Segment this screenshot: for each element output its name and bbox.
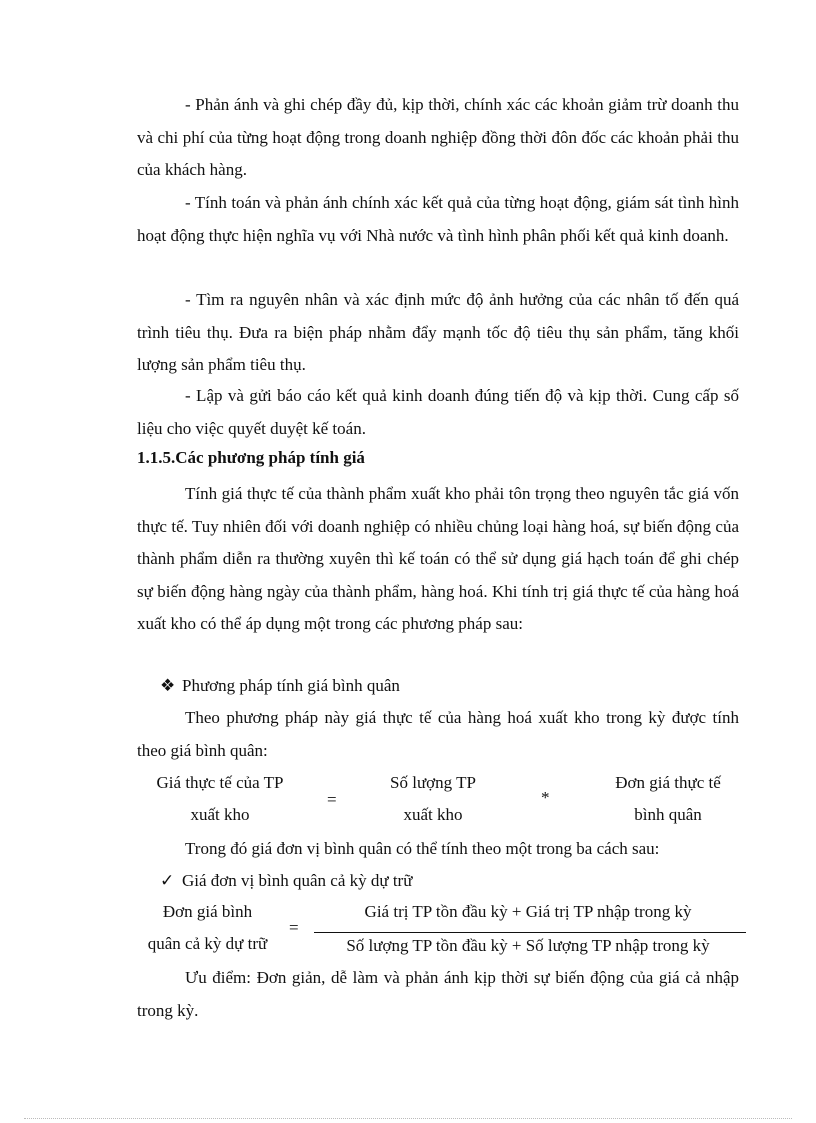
section-paragraph: Tính giá thực tế của thành phẩm xuất kho phải tôn trọng theo nguyên tắc giá vốn thực tế. Tuy nhiên đối với doanh nghiệp có nhiều chủng loại hàng hoá, sự biến động của thành phẩm diễn ra thường xuyên thì kế toán có thể sử dụng giá hạch toán để ghi chép sự biến động hàng ngày của thành phẩm, hàng hoá. Khi tính trị giá thực tế của hàng hoá xuất kho có thể áp dụng một trong các phương pháp sau: (137, 484, 739, 634)
method-bullet-text: Phương pháp tính giá bình quân (182, 676, 400, 695)
formula1-times: * (541, 788, 550, 807)
formula1-middle (363, 767, 503, 831)
formula1-left-line2: xuất kho (190, 805, 250, 824)
paragraph-3: - Tìm ra nguyên nhân và xác định mức độ ảnh hưởng của các nhân tố đến quá trình tiêu thụ. Đưa ra biện pháp nhằm đẩy mạnh tốc độ tiêu thụ sản phẩm, tăng khối lượng sản phẩm tiêu thụ. (137, 290, 739, 375)
method-paragraph: Theo phương pháp này giá thực tế của hàng hoá xuất kho trong kỳ được tính theo giá bình quân: (137, 708, 739, 760)
advantage-paragraph: Ưu điểm: Đơn giản, dễ làm và phản ánh kịp thời sự biến động của giá cả nhập trong kỳ. (137, 968, 739, 1020)
paragraph-4: - Lập và gửi báo cáo kết quả kinh doanh đúng tiến độ và kịp thời. Cung cấp số liệu cho việc quyết duyệt kế toán. (137, 386, 739, 438)
formula1-right (598, 767, 738, 831)
formula1-left-line1: Giá thực tế của TP (156, 773, 284, 792)
formula1-equals: = (327, 790, 337, 809)
formula2-numerator: Giá trị TP tồn đầu kỳ + Giá trị TP nhập trong kỳ (364, 902, 692, 921)
sub-bullet-text: Giá đơn vị bình quân cả kỳ dự trữ (182, 871, 413, 890)
formula1-left (140, 767, 300, 831)
page-bottom-divider (24, 1118, 792, 1119)
paragraph-1: - Phản ánh và ghi chép đầy đủ, kịp thời, chính xác các khoản giảm trừ doanh thu và chi phí của từng hoạt động trong doanh nghiệp đồng thời đôn đốc các khoản phải thu của khách hàng. (137, 95, 739, 180)
formula2-denominator: Số lượng TP tồn đầu kỳ + Số lượng TP nhập trong kỳ (346, 936, 710, 955)
after-formula1-paragraph: Trong đó giá đơn vị bình quân có thể tính theo một trong ba cách sau: (185, 839, 660, 858)
diamond-bullet-icon: ❖ (160, 676, 176, 695)
checkmark-bullet-icon: ✓ (160, 871, 175, 890)
section-heading: 1.1.5.Các phương pháp tính giá (137, 448, 365, 467)
formula2-left (130, 896, 285, 960)
formula2-left-line2: quân cả kỳ dự trữ (147, 934, 268, 953)
sub-bullet (160, 865, 412, 897)
formula1-right-line2: bình quân (634, 805, 702, 824)
formula2-equals: = (289, 918, 299, 937)
paragraph-2: - Tính toán và phản ánh chính xác kết quả của từng hoạt động, giám sát tình hình hoạt động thực hiện nghĩa vụ với Nhà nước và tình hình phân phối kết quả kinh doanh. (137, 193, 739, 245)
formula1-right-line1: Đơn giá thực tế (615, 773, 721, 792)
formula1-mid-line1: Số lượng TP (390, 773, 476, 792)
method-bullet (160, 670, 400, 702)
formula1-mid-line2: xuất kho (403, 805, 463, 824)
formula2-left-line1: Đơn giá bình (162, 902, 253, 921)
